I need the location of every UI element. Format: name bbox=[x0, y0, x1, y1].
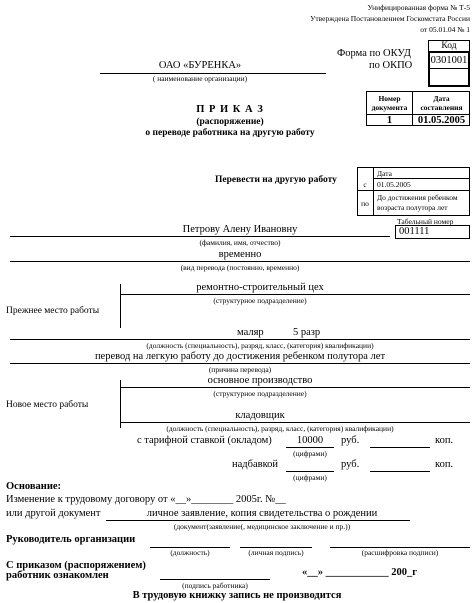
tariff-rub-label: руб. bbox=[341, 435, 360, 446]
order-title: П Р И К А З bbox=[196, 104, 264, 115]
other-document-underline bbox=[106, 520, 410, 521]
organization-name: ОАО «БУРЕНКА» bbox=[158, 60, 242, 71]
transfer-label: Перевести на другую работу bbox=[215, 175, 337, 185]
transfer-kind: временно bbox=[218, 249, 262, 260]
new-position-underline bbox=[120, 422, 470, 423]
bonus-digits-caption: (цифрами) bbox=[293, 473, 327, 482]
other-document-label: или другой документ bbox=[6, 508, 101, 519]
transfer-table-row-divider-2 bbox=[357, 190, 470, 191]
codes-divider bbox=[428, 68, 470, 69]
bonus-kop-underline bbox=[370, 471, 430, 472]
new-department-underline bbox=[120, 387, 470, 388]
bonus-value-underline bbox=[286, 471, 334, 472]
tab-number-label: Табельный номер bbox=[397, 217, 454, 226]
bonus-label: надбавкой bbox=[232, 459, 279, 470]
form-line: Унифицированная форма № Т-5 bbox=[367, 3, 470, 12]
new-department-caption: (структурное подразделение) bbox=[213, 389, 307, 398]
new-position: кладовщик bbox=[235, 410, 285, 421]
transfer-kind-caption: (вид перевода (постоянно, временно) bbox=[180, 263, 300, 272]
tariff-label: с тарифной ставкой (окладом) bbox=[137, 435, 272, 446]
document-date-value: 01.05.2005 bbox=[417, 115, 466, 126]
document-number-value: 1 bbox=[386, 115, 393, 126]
head-signature-caption: (личная подпись) bbox=[248, 548, 304, 557]
transfer-reason: перевод на легкую работу до достижения ребенком полутора лет bbox=[94, 351, 386, 362]
tariff-value: 10000 bbox=[296, 435, 324, 446]
employee-signature-caption: (подпись работника) bbox=[182, 581, 248, 590]
contract-line: Изменение к трудовому договору от «__»________ 2005г. №__ bbox=[6, 494, 286, 505]
transfer-to-value: До достижения ребенком возраста полутора лет bbox=[377, 193, 458, 213]
previous-position-underline bbox=[10, 339, 470, 340]
transfer-table-col-divider bbox=[373, 167, 374, 216]
transfer-from-label: с bbox=[363, 179, 367, 189]
head-decoding-caption: (расшифровка подписи) bbox=[361, 548, 439, 557]
other-document-caption: (документ(заявление(, медицинское заключение и пр.)) bbox=[173, 522, 351, 531]
employee-name-caption: (фамилия, имя, отчество) bbox=[199, 238, 281, 247]
basis-label: Основание: bbox=[6, 481, 62, 492]
employee-name: Петрову Алену Ивановну bbox=[182, 224, 298, 235]
bonus-rub-label: руб. bbox=[341, 459, 360, 470]
approved-line: Утверждена Постановлением Госкомстата России bbox=[310, 14, 470, 23]
transfer-reason-underline bbox=[10, 363, 470, 364]
other-document-value: личное заявление, копия свидетельства о рождении bbox=[146, 508, 378, 519]
previous-job-label: Прежнее место работы bbox=[6, 306, 100, 316]
head-position-caption: (должность) bbox=[170, 548, 210, 557]
head-label: Руководитель организации bbox=[6, 534, 136, 545]
transfer-kind-underline bbox=[10, 261, 470, 262]
employee-signature-line bbox=[160, 579, 270, 580]
okud-label: Форма по ОКУД bbox=[337, 48, 411, 59]
tariff-kop-label: коп. bbox=[435, 435, 454, 446]
previous-grade: 5 разр bbox=[293, 327, 321, 338]
tariff-digits-caption: (цифрами) bbox=[293, 449, 327, 458]
tariff-value-underline bbox=[286, 447, 334, 448]
order-subtitle: (распоряжение) bbox=[196, 117, 264, 127]
approval-date-line: от 05.01.04 № 1 bbox=[420, 25, 470, 34]
previous-position: маляр bbox=[237, 327, 264, 338]
document-number-header: Номер документа bbox=[371, 93, 408, 112]
code-header: Код bbox=[428, 40, 470, 52]
previous-position-caption: (должность (специальность), разряд, класс, (категория) квалификации) bbox=[146, 341, 374, 350]
previous-job-bracket bbox=[120, 284, 121, 328]
previous-department-caption: (структурное подразделение) bbox=[213, 296, 307, 305]
okud-value: 0301001 bbox=[430, 54, 468, 66]
new-department: основное производство bbox=[207, 375, 313, 386]
ack-date: «__» ____________ 200_г bbox=[302, 567, 418, 578]
okpo-value bbox=[430, 70, 468, 84]
order-description: о переводе работника на другую работу bbox=[145, 128, 315, 138]
transfer-to-label: по bbox=[361, 198, 369, 208]
transfer-table-row-divider-1 bbox=[373, 178, 470, 179]
transfer-from-date: 01.05.2005 bbox=[377, 180, 411, 189]
tab-number-value: 001111 bbox=[399, 226, 430, 237]
okpo-label: по ОКПО bbox=[369, 60, 413, 71]
transfer-reason-caption: (причина перевода) bbox=[208, 365, 272, 374]
ack-line-2: работник ознакомлен bbox=[6, 570, 109, 581]
organization-caption: ( наименование организации) bbox=[152, 74, 248, 83]
new-job-label: Новое место работы bbox=[6, 400, 89, 410]
transfer-date-header: Дата bbox=[377, 169, 392, 178]
new-position-caption: (должность (специальность), разряд, класс, (категория) квалификации) bbox=[166, 424, 394, 433]
ack-line-1: С приказом (распоряжением) bbox=[6, 560, 146, 571]
document-date-header: Дата составления bbox=[420, 93, 463, 112]
previous-department: ремонтно-строительный цех bbox=[196, 282, 324, 293]
workbook-note: В трудовую книжку запись не производится bbox=[132, 590, 342, 601]
bonus-kop-label: коп. bbox=[435, 459, 454, 470]
previous-department-underline bbox=[120, 294, 470, 295]
employee-name-underline bbox=[10, 236, 390, 237]
tariff-kop-underline bbox=[370, 447, 430, 448]
